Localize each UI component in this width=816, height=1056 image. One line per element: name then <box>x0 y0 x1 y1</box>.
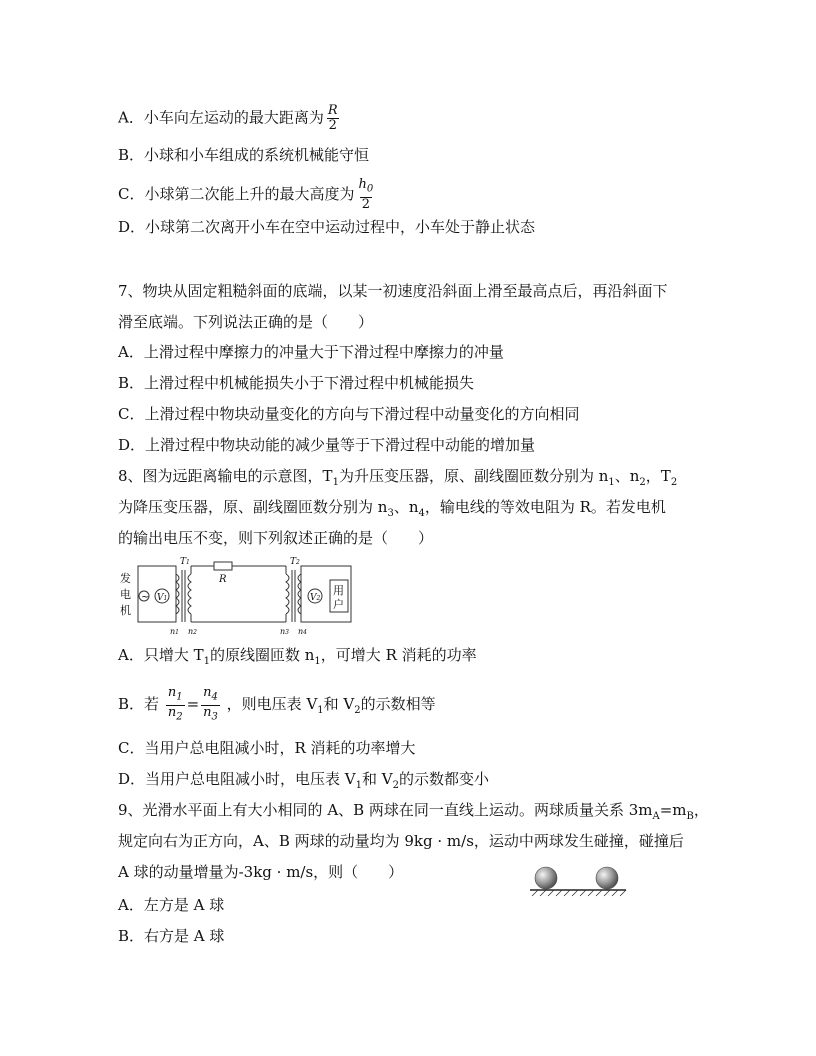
ball-left-icon <box>535 867 557 889</box>
gen-label-1: 发 <box>120 572 131 585</box>
q6-option-a: A．小车向左运动的最大距离为 $\frac{R}{2}$ <box>118 103 338 133</box>
r-label: R <box>219 574 227 585</box>
generator-tilde: ~ <box>141 592 150 603</box>
q8-stem-line1: 8、图为远距离输电的示意图，$T_1$为升压变压器，原、副线圈匝数分别为 $n_1$、$n_2$，$T_2$ <box>118 467 678 488</box>
q6-option-c: C．小球第二次能上升的最大高度为 $\frac{h_0}{2}$ <box>118 177 374 212</box>
ground-hatching <box>532 890 626 896</box>
q6-option-b: B．小球和小车组成的系统机械能守恒 <box>118 146 370 164</box>
fraction-n1-over-n2: $\frac{n_1}{n_2}$ <box>167 685 183 723</box>
t2-label: T2 <box>290 557 300 567</box>
v2-label: V2 <box>310 593 321 603</box>
fraction-r-over-2: $\frac{R}{2}$ <box>327 103 338 133</box>
q7-stem-line1: 7、物块从固定粗糙斜面的底端，以某一初速度沿斜面上滑至最高点后，再沿斜面下 <box>118 282 668 300</box>
t1-secondary-coil <box>188 574 191 614</box>
q7-option-b: B．上滑过程中机械能损失小于下滑过程中机械能损失 <box>118 374 475 392</box>
gen-label-3: 机 <box>120 604 131 617</box>
n2-label: n2 <box>188 627 197 636</box>
q8-option-c: C．当用户总电阻减小时，R 消耗的功率增大 <box>118 739 416 757</box>
q7-option-d: D．上滑过程中物块动能的减少量等于下滑过程中动能的增加量 <box>118 436 536 454</box>
q9-stem-line1: 9、光滑水平面上有大小相同的 A、B 两球在同一直线上运动。两球质量关系 $3m_A=m_B$， <box>118 801 709 822</box>
user-label-2: 户 <box>333 598 344 611</box>
fraction-h0-over-2: $\frac{h_0}{2}$ <box>358 177 374 212</box>
q8-option-b: B．若 $\frac{n_1}{n_2}$ = $\frac{n_4}{n_3}$ ，则电压表 $V_1$和 $V_2$的示数相等 <box>118 685 436 723</box>
gen-label-2: 电 <box>120 588 131 601</box>
q7-stem-line2: 滑至底端。下列说法正确的是（ ） <box>118 313 374 331</box>
q8-stem-line3: 的输出电压不变，则下列叙述正确的是（ ） <box>118 529 434 547</box>
q8-option-a: A．只增大 $T_1$的原线圈匝数 $n_1$，可增大 R 消耗的功率 <box>118 646 477 667</box>
q6-option-d: D．小球第二次离开小车在空中运动过程中，小车处于静止状态 <box>118 218 536 236</box>
q9-stem-line3: A 球的动量增量为-3kg · m/s，则（ ） <box>118 863 404 881</box>
q8-option-d: D．当用户总电阻减小时，电压表 $V_1$和 $V_2$的示数都变小 <box>118 770 490 791</box>
t2-primary-coil <box>286 574 289 614</box>
fraction-n4-over-n3: $\frac{n_4}{n_3}$ <box>203 685 218 723</box>
n3-label: n3 <box>280 627 289 636</box>
t1-label: T1 <box>180 557 190 567</box>
v1-label: V1 <box>157 593 168 603</box>
q9-option-b: B．右方是 A 球 <box>118 927 225 945</box>
transmission-circuit-diagram <box>118 556 358 638</box>
q9-stem-line2: 规定向右为正方向，A、B 两球的动量均为 9kg · m/s，运动中两球发生碰撞，碰撞后 <box>118 832 684 850</box>
two-balls-figure <box>528 864 628 900</box>
n4-label: n4 <box>298 627 307 636</box>
user-label-1: 用 <box>333 584 344 597</box>
resistor-r <box>214 562 232 570</box>
ball-right-icon <box>596 867 618 889</box>
q8-stem-line2: 为降压变压器，原、副线圈匝数分别为 $n_3$、$n_4$，输电线的等效电阻为 R。若发电机 <box>118 498 666 519</box>
q7-option-c: C．上滑过程中物块动量变化的方向与下滑过程中动量变化的方向相同 <box>118 405 580 423</box>
n1-label: n1 <box>170 627 179 636</box>
q9-option-a: A．左方是 A 球 <box>118 896 225 914</box>
q7-option-a: A．上滑过程中摩擦力的冲量大于下滑过程中摩擦力的冲量 <box>118 343 504 361</box>
